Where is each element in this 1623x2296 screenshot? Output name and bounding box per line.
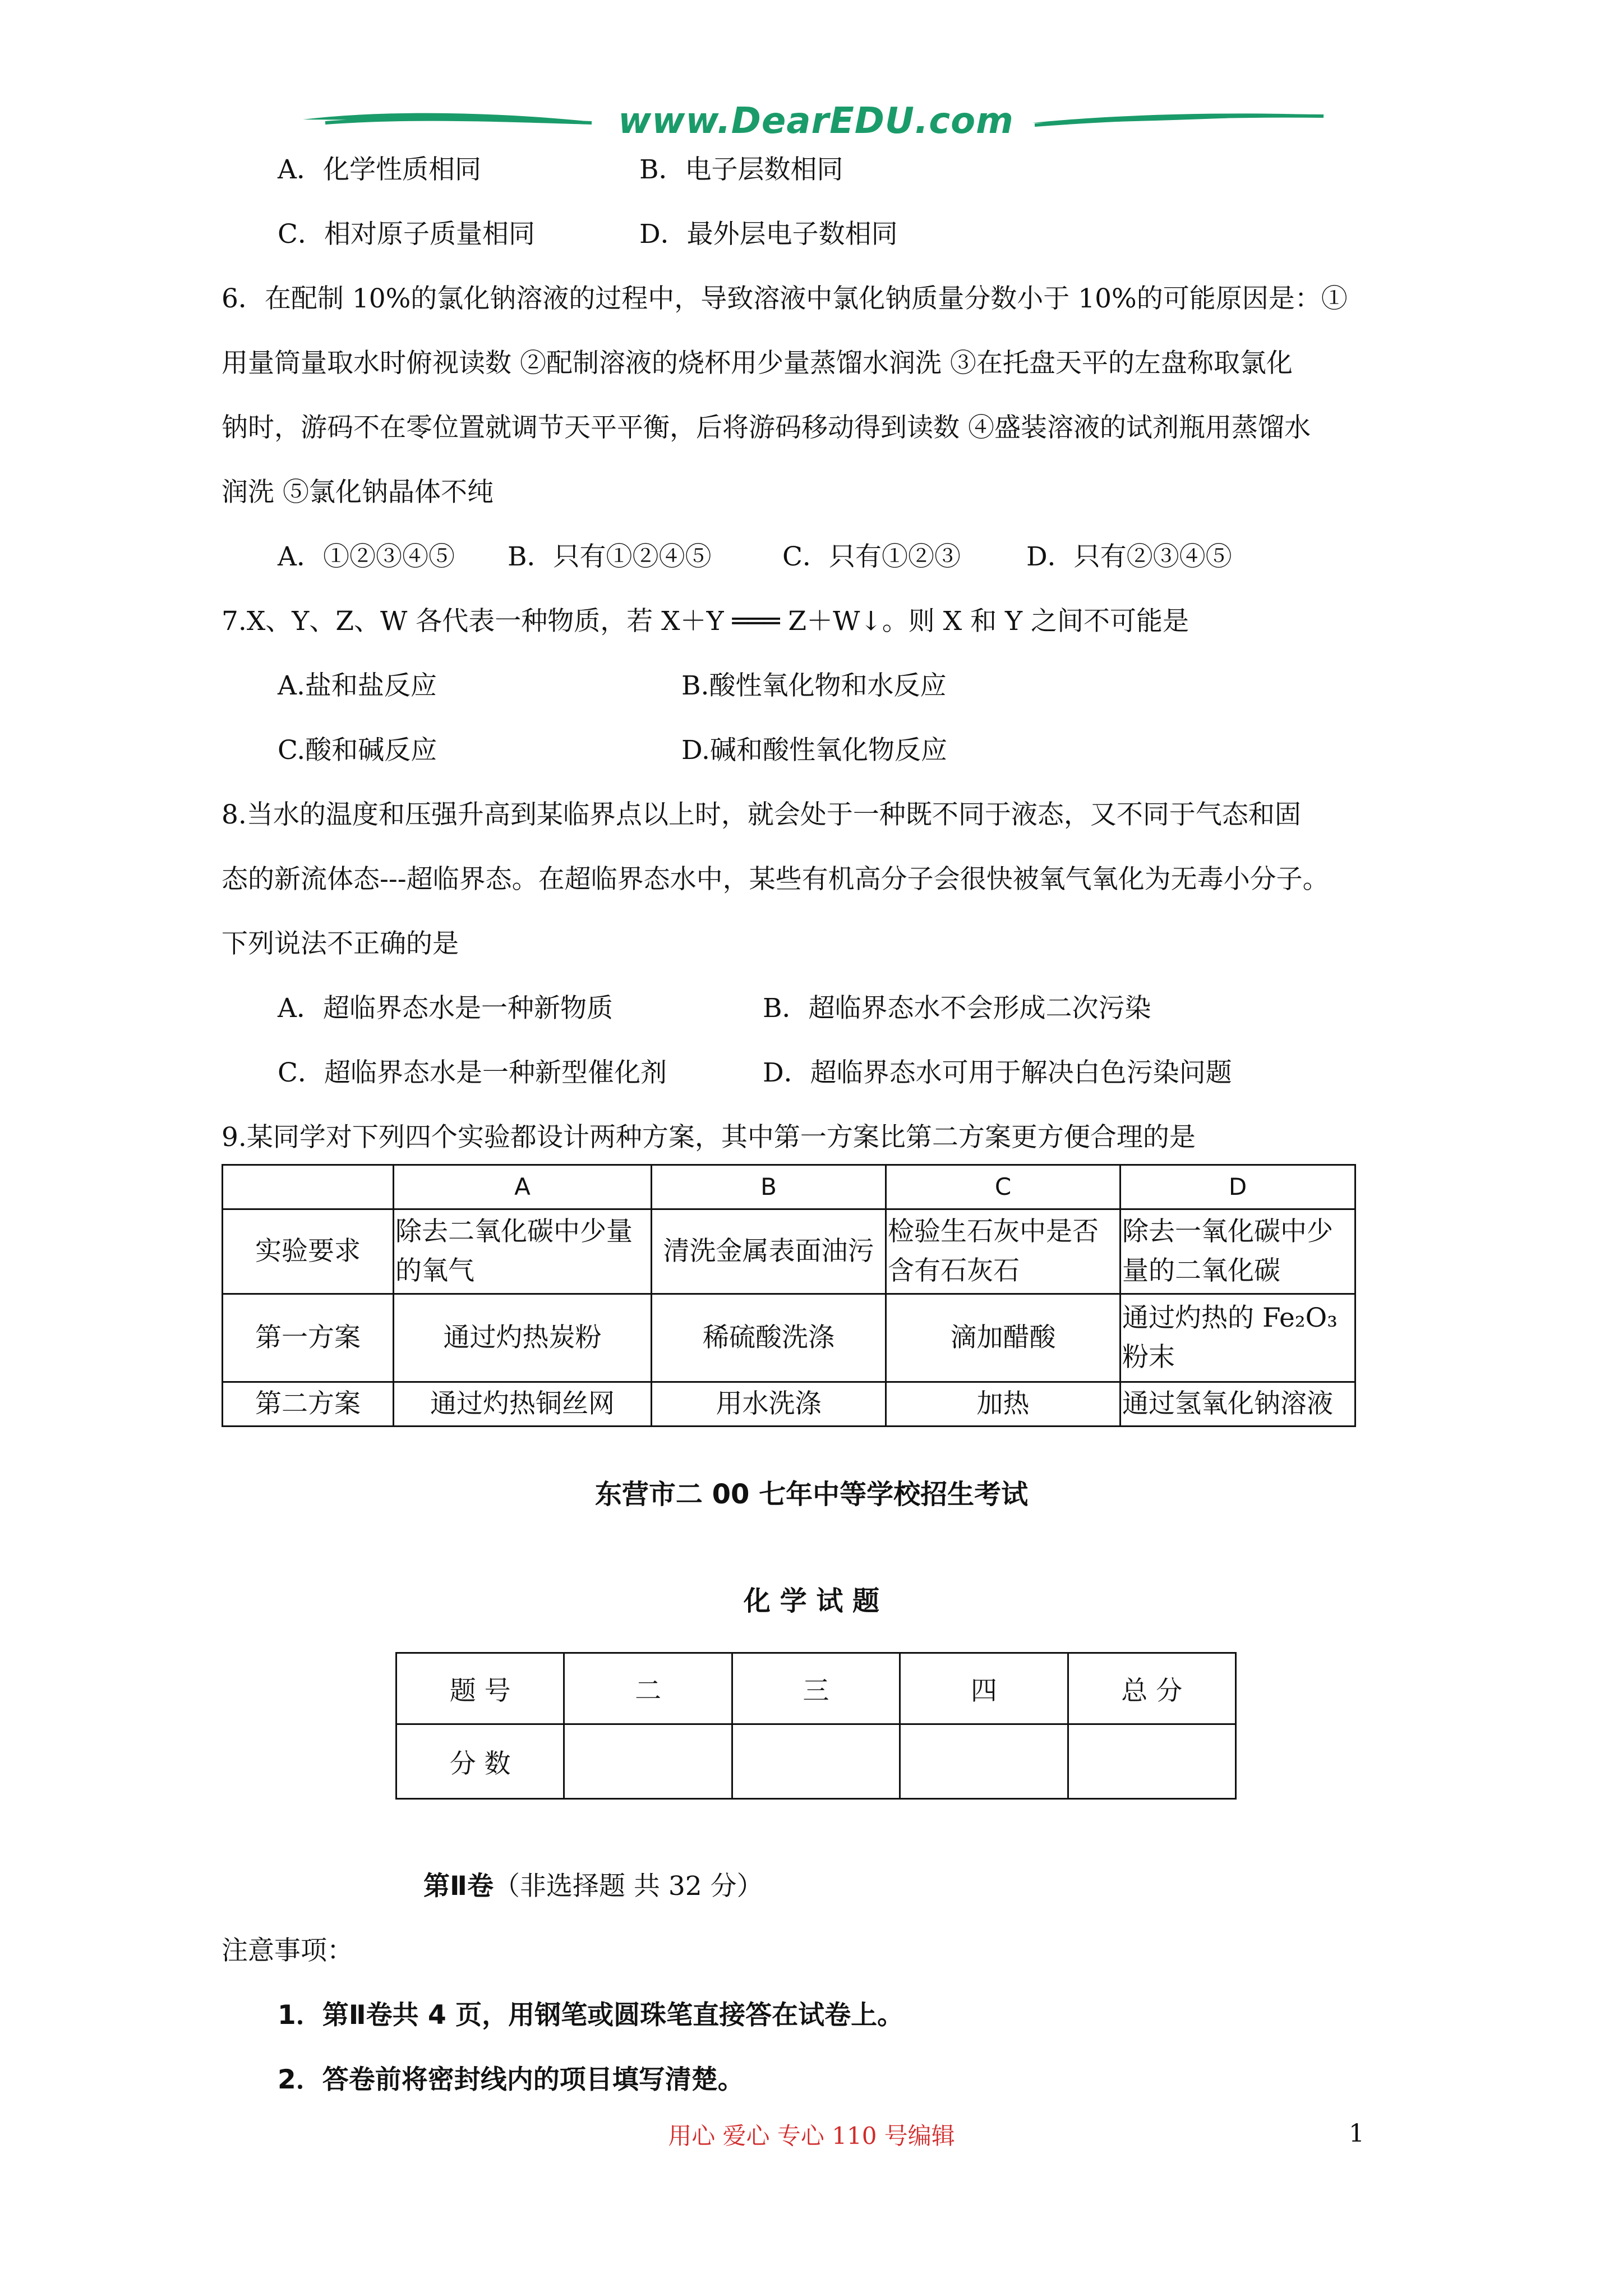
notice-item-1: 1．第Ⅱ卷共 4 页，用钢笔或圆珠笔直接答在试卷上。 [278, 2000, 904, 2031]
score-header-cell: 题 号 [396, 1653, 564, 1724]
table-cell: 稀硫酸洗涤 [652, 1294, 886, 1382]
footer-text: 用心 爱心 专心 110 号编辑 [668, 2122, 955, 2150]
table-header-cell: B [652, 1165, 886, 1209]
table-cell: 除去二氧化碳中少量的氧气 [394, 1209, 652, 1294]
part2-title-rest: （非选择题 共 32 分） [493, 1871, 763, 1902]
table-row-label: 实验要求 [223, 1209, 394, 1294]
q5-option-c: C．相对原子质量相同 [278, 219, 535, 250]
q6-option-a: A．①②③④⑤ [278, 541, 455, 572]
q6-line-1: 6．在配制 10%的氯化钠溶液的过程中，导致溶液中氯化钠质量分数小于 10%的可能原因是：① [222, 283, 1348, 314]
table-row [223, 1382, 1355, 1427]
table-row [223, 1209, 1355, 1294]
table-cell: 通过灼热铜丝网 [394, 1382, 652, 1427]
exam-subject: 化 学 试 题 [743, 1585, 880, 1617]
q6-line-4: 润洗 ⑤氯化钠晶体不纯 [222, 477, 494, 508]
q7-option-c: C.酸和碱反应 [278, 735, 437, 766]
score-header-row [396, 1653, 1236, 1724]
q7-option-a: A.盐和盐反应 [278, 670, 437, 701]
table-cell: 通过氢氧化钠溶液 [1121, 1382, 1355, 1427]
table-header-cell: A [394, 1165, 652, 1209]
part2-title-bold: 第Ⅱ卷 [423, 1871, 494, 1902]
logo-swoosh-right-icon [1032, 104, 1329, 143]
table-cell: 用水洗涤 [652, 1382, 886, 1427]
score-cell [1068, 1724, 1235, 1799]
table-row [223, 1294, 1355, 1382]
table-row-label: 第二方案 [223, 1382, 394, 1427]
score-row [396, 1724, 1236, 1799]
q8-line-1: 8.当水的温度和压强升高到某临界点以上时，就会处于一种既不同于液态，又不同于气态和固 [222, 799, 1301, 830]
score-cell [900, 1724, 1068, 1799]
q7-stem: 7.X、Y、Z、W 各代表一种物质，若 X＋Y ═══ Z＋W↓。则 X 和 Y 之间不可能是 [222, 606, 1189, 637]
page-number: 1 [1349, 2119, 1364, 2148]
table-cell: 检验生石灰中是否含有石灰石 [886, 1209, 1121, 1294]
table-header-cell: D [1121, 1165, 1355, 1209]
score-header-cell: 总 分 [1068, 1653, 1235, 1724]
notice-item-2: 2．答卷前将密封线内的项目填写清楚。 [278, 2064, 744, 2095]
q8-option-c: C．超临界态水是一种新型催化剂 [278, 1057, 667, 1088]
score-row-label: 分 数 [396, 1724, 564, 1799]
header-logo [303, 98, 1329, 149]
table-header-cell: C [886, 1165, 1121, 1209]
score-header-cell: 四 [900, 1653, 1068, 1724]
table-cell: 通过灼热的 Fe₂O₃粉末 [1121, 1294, 1355, 1382]
table-cell: 通过灼热炭粉 [394, 1294, 652, 1382]
table-row-label: 第一方案 [223, 1294, 394, 1382]
score-cell [564, 1724, 732, 1799]
score-cell [732, 1724, 900, 1799]
q8-option-b: B．超临界态水不会形成二次污染 [763, 993, 1151, 1024]
score-header-cell: 二 [564, 1653, 732, 1724]
table-cell: 除去一氧化碳中少量的二氧化碳 [1121, 1209, 1355, 1294]
part2-title [423, 1865, 763, 1903]
logo-text: www.DearEDU.com [618, 100, 1014, 142]
q7-option-d: D.碱和酸性氧化物反应 [681, 735, 947, 766]
notice-heading: 注意事项： [222, 1935, 353, 1966]
q8-line-2: 态的新流体态---超临界态。在超临界态水中，某些有机高分子会很快被氧气氧化为无毒小分子。 [222, 864, 1329, 895]
q7-option-b: B.酸性氧化物和水反应 [681, 670, 947, 701]
exam-title: 东营市二 00 七年中等学校招生考试 [594, 1479, 1029, 1510]
q5-option-b: B．电子层数相同 [639, 154, 843, 185]
score-table [395, 1652, 1237, 1800]
table-header-row [223, 1165, 1355, 1209]
q5-option-d: D．最外层电子数相同 [639, 219, 898, 250]
table-cell: 加热 [886, 1382, 1121, 1427]
q6-option-d: D．只有②③④⑤ [1026, 541, 1232, 572]
q8-option-a: A．超临界态水是一种新物质 [278, 993, 613, 1024]
q8-option-d: D．超临界态水可用于解决白色污染问题 [763, 1057, 1232, 1088]
q6-option-c: C．只有①②③ [782, 541, 961, 572]
q9-stem: 9.某同学对下列四个实验都设计两种方案，其中第一方案比第二方案更方便合理的是 [222, 1122, 1196, 1153]
score-header-cell: 三 [732, 1653, 900, 1724]
table-cell: 滴加醋酸 [886, 1294, 1121, 1382]
q8-line-3: 下列说法不正确的是 [222, 928, 459, 959]
logo-swoosh-left-icon [303, 104, 594, 143]
table-cell: 清洗金属表面油污 [652, 1209, 886, 1294]
table-header-cell [223, 1165, 394, 1209]
q6-line-2: 用量筒量取水时俯视读数 ②配制溶液的烧杯用少量蒸馏水润洗 ③在托盘天平的左盘称取氯化 [222, 348, 1293, 379]
experiment-table [222, 1164, 1356, 1427]
q6-line-3: 钠时，游码不在零位置就调节天平平衡，后将游码移动得到读数 ④盛装溶液的试剂瓶用蒸馏水 [222, 412, 1311, 443]
q5-option-a: A．化学性质相同 [278, 154, 481, 185]
q6-option-b: B．只有①②④⑤ [508, 541, 712, 572]
